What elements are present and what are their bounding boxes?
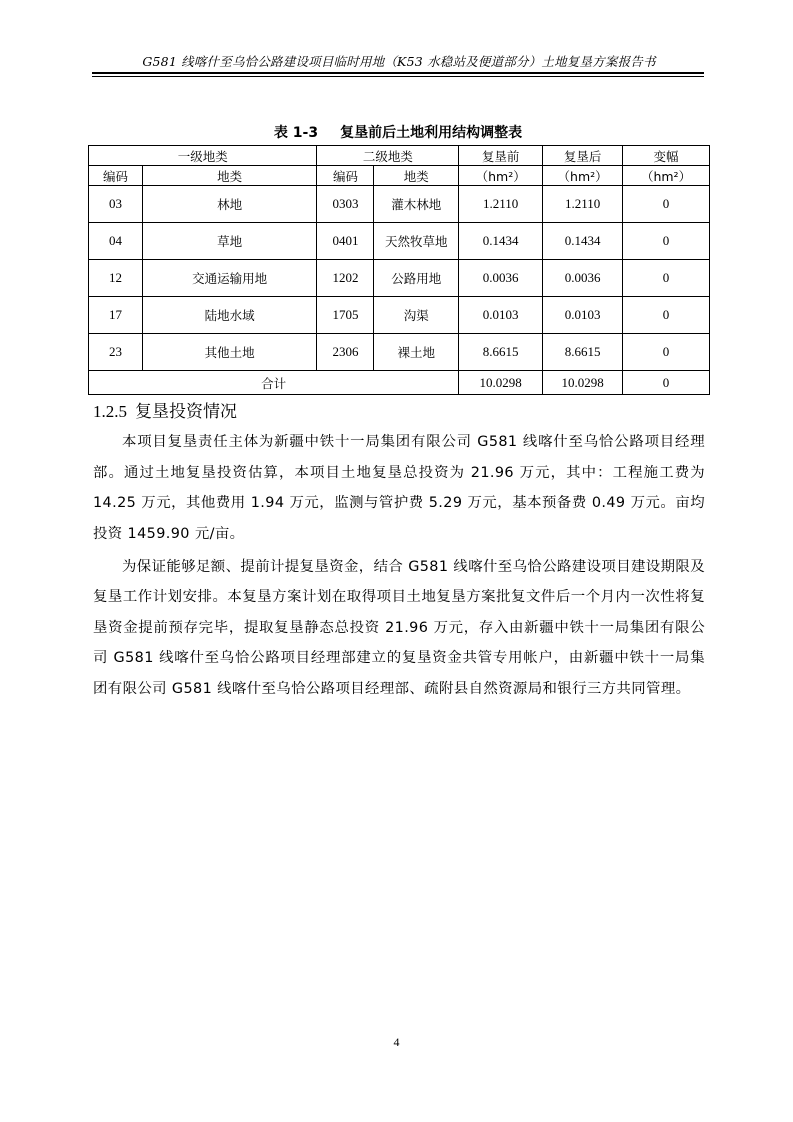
header-name2: 地类: [374, 166, 459, 186]
cell-name1: 陆地水域: [142, 297, 317, 334]
cell-after: 0.1434: [543, 223, 623, 260]
cell-before: 0.0103: [459, 297, 543, 334]
cell-code1: 12: [89, 260, 143, 297]
header-code1: 编码: [89, 166, 143, 186]
header-name1: 地类: [142, 166, 317, 186]
total-before: 10.0298: [459, 371, 543, 395]
cell-change: 0: [623, 186, 710, 223]
cell-before: 0.1434: [459, 223, 543, 260]
cell-after: 1.2110: [543, 186, 623, 223]
header-level1: 一级地类: [89, 146, 317, 166]
table-row: [89, 186, 710, 223]
cell-name2: 公路用地: [374, 260, 459, 297]
table-group-header-row: [89, 146, 710, 166]
section-heading: [93, 397, 237, 422]
cell-code2: 2306: [317, 334, 374, 371]
section-body: [93, 427, 705, 707]
cell-code2: 0303: [317, 186, 374, 223]
section-title: 复垦投资情况: [135, 402, 237, 422]
table-row: [89, 260, 710, 297]
table-caption-number: 表 1-3: [273, 125, 319, 141]
cell-code2: 1705: [317, 297, 374, 334]
table-row: [89, 223, 710, 260]
cell-name1: 林地: [142, 186, 317, 223]
cell-code1: 23: [89, 334, 143, 371]
cell-name2: 裸土地: [374, 334, 459, 371]
cell-change: 0: [623, 260, 710, 297]
table-total-row: [89, 371, 710, 395]
cell-before: 0.0036: [459, 260, 543, 297]
cell-code1: 17: [89, 297, 143, 334]
header-after: 复垦后: [543, 146, 623, 166]
cell-change: 0: [623, 223, 710, 260]
header-unit-before: （hm²）: [459, 166, 543, 186]
page-number: 4: [393, 1035, 400, 1049]
cell-after: 0.0036: [543, 260, 623, 297]
table-sub-header-row: [89, 166, 710, 186]
cell-name1: 其他土地: [142, 334, 317, 371]
header-rule-thin: [92, 76, 704, 77]
cell-code1: 04: [89, 223, 143, 260]
cell-change: 0: [623, 334, 710, 371]
header-code2: 编码: [317, 166, 374, 186]
section-number: 1.2.5: [93, 402, 127, 421]
header-unit-after: （hm²）: [543, 166, 623, 186]
cell-before: 1.2110: [459, 186, 543, 223]
table-caption: [92, 122, 704, 142]
header-unit-change: （hm²）: [623, 166, 710, 186]
cell-change: 0: [623, 297, 710, 334]
total-label: 合计: [89, 371, 459, 395]
table-row: [89, 334, 710, 371]
paragraph: 为保证能够足额、提前计提复垦资金，结合 G581 线喀什至乌恰公路建设项目建设期限及复垦工作计划安排。本复垦方案计划在取得项目土地复垦方案批复文件后一个月内一次性将复垦资金提前预存完毕，提取复垦静态总投资 21.96 万元，存入由新疆中铁十一局集团有限公司 G581 线喀什至乌恰公路项目经理部建立的复垦资金共管专用帐户，由新疆中铁十一局集团有限公司 G581 线喀什至乌恰公路项目经理部、疏附县自然资源局和银行三方共同管理。: [93, 558, 705, 697]
cell-after: 8.6615: [543, 334, 623, 371]
total-change: 0: [623, 371, 710, 395]
total-after: 10.0298: [543, 371, 623, 395]
cell-after: 0.0103: [543, 297, 623, 334]
paragraph: 本项目复垦责任主体为新疆中铁十一局集团有限公司 G581 线喀什至乌恰公路项目经理部。通过土地复垦投资估算，本项目土地复垦总投资为 21.96 万元，其中：工程施工费为 14.25 万元，其他费用 1.94 万元，监测与管护费 5.29 万元，基本预备费 0.49 万元。亩均投资 1459.90 元/亩。: [93, 434, 705, 542]
table-caption-title: 复垦前后土地利用结构调整表: [340, 125, 523, 141]
cell-before: 8.6615: [459, 334, 543, 371]
cell-code1: 03: [89, 186, 143, 223]
cell-code2: 0401: [317, 223, 374, 260]
cell-name2: 沟渠: [374, 297, 459, 334]
header-rule-thick: [92, 72, 704, 74]
page-header: G581 线喀什至乌恰公路建设项目临时用地（K53 水稳站及便道部分）土地复垦方案报告书: [142, 54, 656, 69]
header-before: 复垦前: [459, 146, 543, 166]
cell-name1: 交通运输用地: [142, 260, 317, 297]
cell-name2: 天然牧草地: [374, 223, 459, 260]
cell-code2: 1202: [317, 260, 374, 297]
cell-name1: 草地: [142, 223, 317, 260]
header-level2: 二级地类: [317, 146, 459, 166]
cell-name2: 灌木林地: [374, 186, 459, 223]
header-change: 变幅: [623, 146, 710, 166]
land-use-table: [88, 145, 710, 395]
table-row: [89, 297, 710, 334]
